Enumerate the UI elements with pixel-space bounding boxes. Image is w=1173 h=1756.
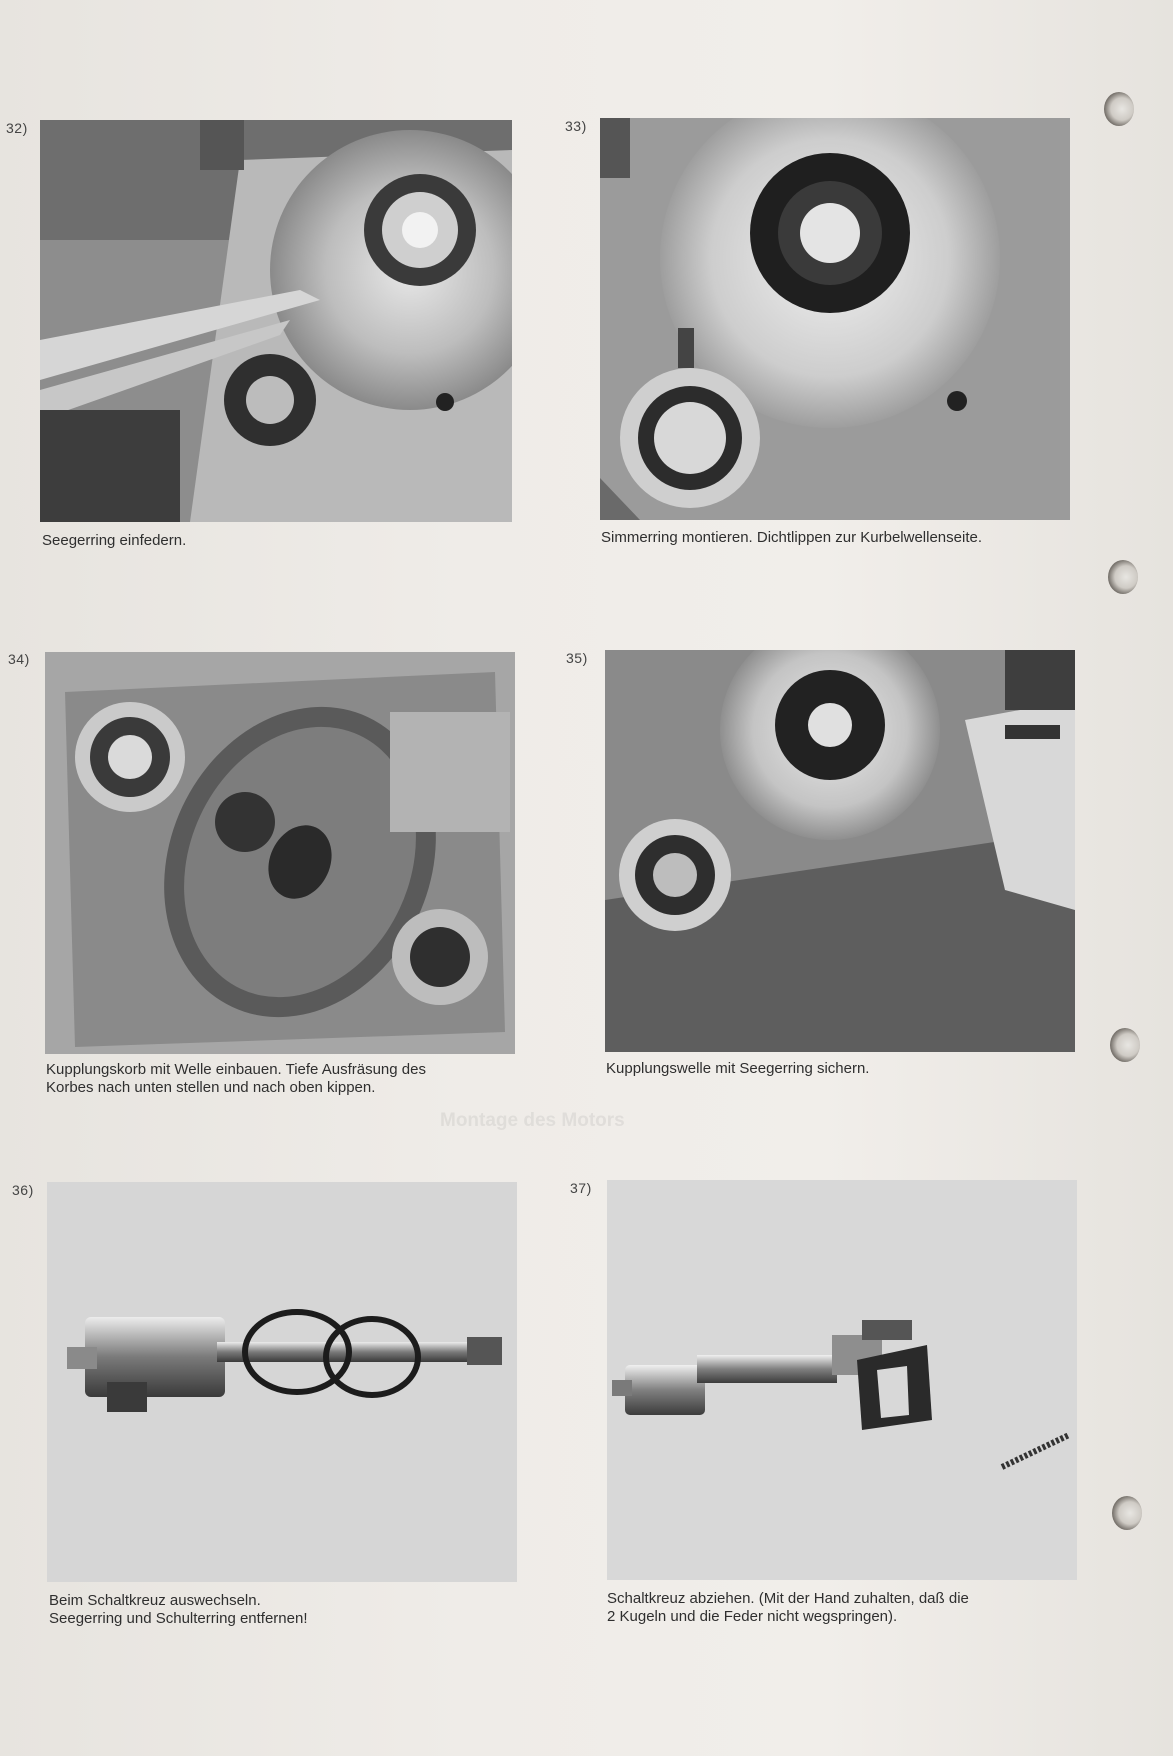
figure-caption: Schaltkreuz abziehen. (Mit der Hand zuhalten, daß die 2 Kugeln und die Feder nicht wegspringen). — [607, 1590, 969, 1625]
punch-hole-4 — [1112, 1496, 1142, 1530]
bleed-through-heading: Montage des Motors — [440, 1110, 625, 1131]
figure-photo-clutch-basket — [45, 652, 515, 1054]
punch-hole-2 — [1108, 560, 1138, 594]
figure-caption: Beim Schaltkreuz auswechseln. Seegerring und Schulterring entfernen! — [49, 1592, 308, 1627]
figure-number: 35) — [566, 650, 588, 666]
figure-photo-shift-cross-removed — [607, 1180, 1077, 1580]
figure-caption: Seegerring einfedern. — [42, 532, 187, 549]
figure-caption: Kupplungskorb mit Welle einbauen. Tiefe Ausfräsung des Korbes nach unten stellen und nach oben kippen. — [46, 1061, 426, 1096]
figure-caption: Kupplungswelle mit Seegerring sichern. — [606, 1060, 870, 1077]
figure-number: 37) — [570, 1180, 592, 1196]
figure-number: 34) — [8, 651, 30, 667]
figure-caption: Simmerring montieren. Dichtlippen zur Kurbelwellenseite. — [601, 529, 982, 546]
punch-hole-3 — [1110, 1028, 1140, 1062]
figure-photo-circlip-pliers — [40, 120, 512, 522]
figure-photo-oil-seal — [600, 118, 1070, 520]
figure-number: 36) — [12, 1182, 34, 1198]
punch-hole-1 — [1104, 92, 1134, 126]
figure-number: 32) — [6, 120, 28, 136]
figure-photo-shift-shaft-rings — [47, 1182, 517, 1582]
figure-number: 33) — [565, 118, 587, 134]
figure-photo-clutch-shaft — [605, 650, 1075, 1052]
